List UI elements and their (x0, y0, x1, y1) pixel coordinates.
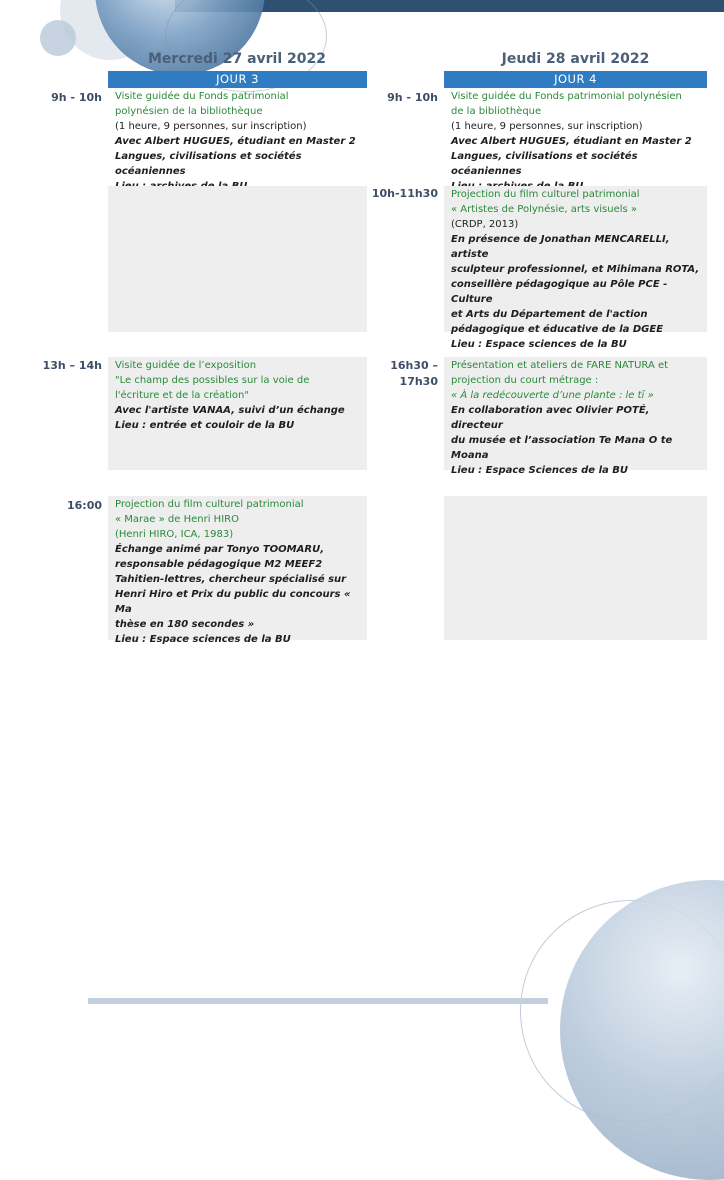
day-badge: JOUR 4 (444, 71, 707, 88)
event-line: Lieu : Espace Sciences de la BU (451, 465, 628, 476)
event-line: Lieu : Espace sciences de la BU (115, 634, 291, 645)
event-line: polynésien de la bibliothèque (115, 106, 263, 117)
event-line: Visite guidée du Fonds patrimonial polynésien (451, 91, 682, 102)
event-details (108, 357, 367, 434)
event-line: Projection du film culturel patrimonial (451, 189, 640, 200)
event-line: « Artistes de Polynésie, arts visuels » (451, 204, 638, 215)
event-line: pédagogique et éducative de la DGEE (451, 324, 664, 335)
event-line: « Marae » de Henri HIRO (115, 514, 239, 525)
event-line: En présence de Jonathan MENCARELLI, artiste (451, 234, 670, 260)
event-card (108, 357, 367, 470)
event-line: "Le champ des possibles sur la voie de (115, 375, 310, 386)
event-details (444, 357, 707, 479)
day-badge: JOUR 3 (108, 71, 367, 88)
event-card (108, 496, 367, 645)
event-details (444, 186, 707, 353)
event-card (444, 357, 707, 476)
time-slot: 13h – 14h (42, 359, 102, 372)
event-card (444, 88, 707, 180)
event-details (108, 88, 367, 195)
event-line: l'écriture et de la création" (115, 390, 249, 401)
time-slot: 9h - 10h (51, 91, 102, 104)
event-line: Lieu : entrée et couloir de la BU (115, 420, 295, 431)
time-slot: 9h - 10h (387, 91, 438, 104)
bottom-bar (88, 998, 548, 1004)
event-card (444, 186, 707, 350)
event-line: (1 heure, 9 personnes, sur inscription) (451, 121, 643, 132)
event-card-empty (444, 496, 707, 640)
day-title: Mercredi 27 avril 2022 (148, 51, 326, 67)
event-card (108, 88, 367, 180)
event-line: Moana (451, 450, 489, 461)
event-line: Échange animé par Tonyo TOOMARU, (115, 544, 324, 555)
decorative-circle (40, 20, 76, 56)
event-line: Avec Albert HUGUES, étudiant en Master 2 (115, 136, 356, 147)
event-card-empty (108, 186, 367, 332)
event-line: projection du court métrage : (451, 375, 599, 386)
event-line: (Henri HIRO, ICA, 1983) (115, 529, 234, 540)
time-slot: 17h30 (399, 375, 438, 388)
event-line: Avec l'artiste VANAA, suivi d’un échange (115, 405, 345, 416)
event-line: du musée et l’association Te Mana O te (451, 435, 673, 446)
event-line: Henri Hiro et Prix du public du concours « Ma (115, 589, 351, 615)
event-line: de la bibliothèque (451, 106, 542, 117)
event-line: Visite guidée de l’exposition (115, 360, 257, 371)
event-line: (CRDP, 2013) (451, 219, 519, 230)
event-details (108, 496, 367, 648)
event-line: Avec Albert HUGUES, étudiant en Master 2 (451, 136, 692, 147)
event-line: En collaboration avec Olivier POTÉ, directeur (451, 405, 650, 431)
event-line: « À la redécouverte d’une plante : le tī » (451, 390, 654, 401)
event-line: Visite guidée du Fonds patrimonial (115, 91, 289, 102)
time-slot: 10h-11h30 (371, 187, 438, 200)
event-line: (1 heure, 9 personnes, sur inscription) (115, 121, 307, 132)
event-line: et Arts du Département de l'action (451, 309, 648, 320)
event-line: Projection du film culturel patrimonial (115, 499, 304, 510)
day-title: Jeudi 28 avril 2022 (501, 51, 650, 67)
event-line: responsable pédagogique M2 MEEF2 (115, 559, 323, 570)
event-line: Lieu : Espace sciences de la BU (451, 339, 627, 350)
time-slot: 16:00 (66, 499, 102, 512)
event-line: Langues, civilisations et sociétés océaniennes (115, 151, 302, 177)
time-slot: 16h30 – (390, 359, 438, 372)
event-details (444, 88, 707, 195)
event-line: sculpteur professionnel, et Mihimana ROTA, (451, 264, 700, 275)
event-line: Langues, civilisations et sociétés océaniennes (451, 151, 638, 177)
event-line: conseillère pédagogique au Pôle PCE - Culture (451, 279, 668, 305)
event-line: Présentation et ateliers de FARE NATURA et (451, 360, 669, 371)
event-line: Tahitien-lettres, chercheur spécialisé sur (115, 574, 347, 585)
event-line: thèse en 180 secondes » (115, 619, 255, 630)
